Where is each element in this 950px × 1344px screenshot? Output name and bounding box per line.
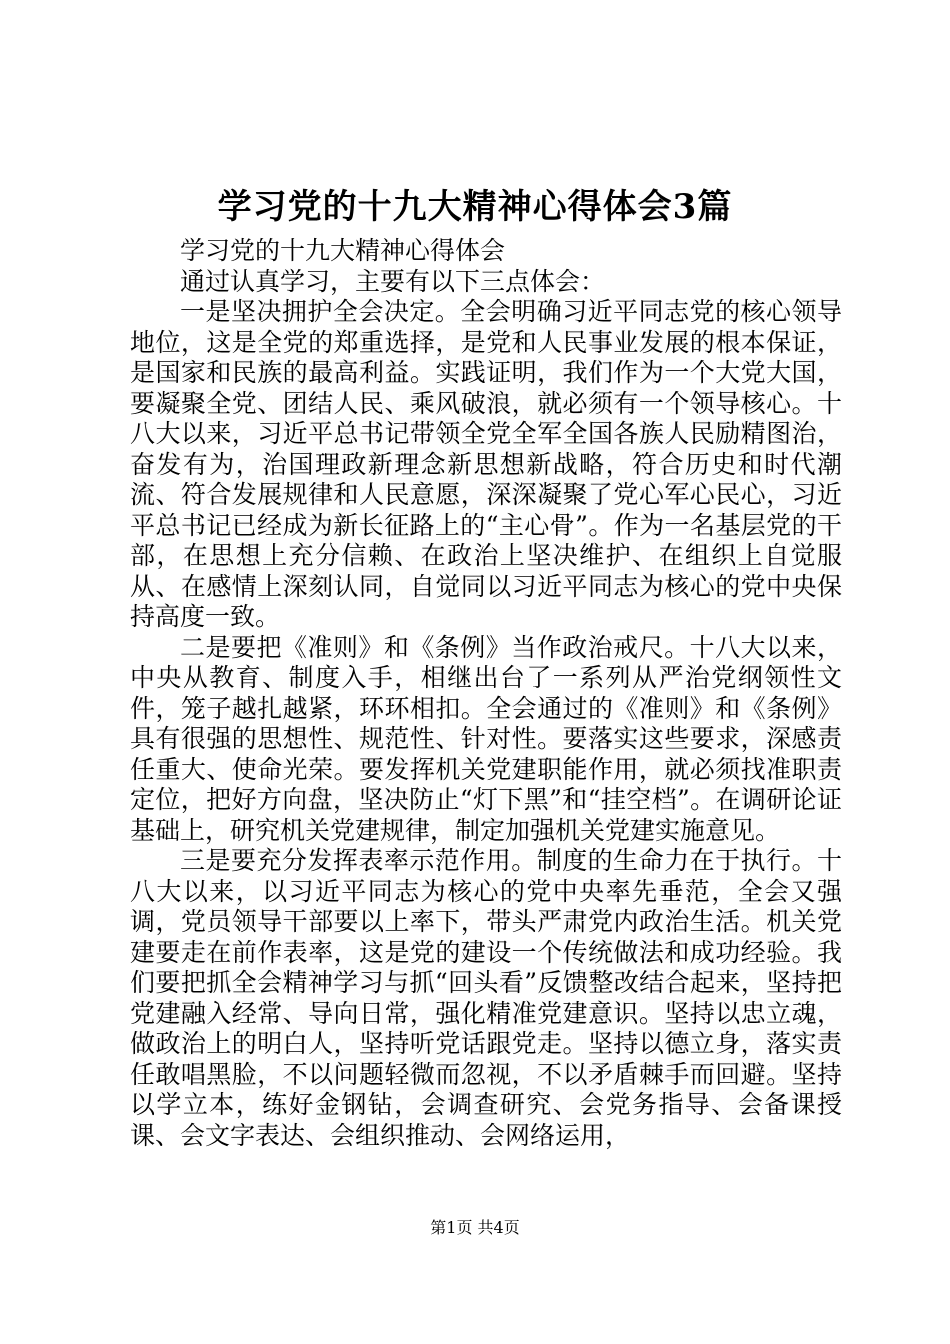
document-title: 学习党的十九大精神心得体会3篇 — [217, 187, 733, 227]
intro-paragraph: 通过认真学习，主要有以下三点体会： — [180, 266, 606, 296]
page-footer: 第1页 共4页 — [430, 1218, 520, 1237]
subtitle-paragraph: 学习党的十九大精神心得体会 — [180, 236, 506, 265]
body-paragraph-1: 一是坚决拥护全会决定。全会明确习近平同志党的核心领导地位，这是全党的郑重选择，是党和人民事业发展的根本保证，是国家和民族的最高利益。实践证明，我们作为一个大党大国，要凝聚全党、团结人民、乘风破浪，就必须有一个领导核心。十八大以来，习近平总书记带领全党全军全国各族人民励精图治，奋发有为，治国理政新理念新思想新战略，符合历史和时代潮流、符合发展规律和人民意愿，深深凝聚了党心军心民心，习近平总书记已经成为新长征路上的“主心骨”。作为一名基层党的干部，在思想上充分信赖、在政治上坚决维护、在组织上自觉服从、在感情上深刻认同，自觉同以习近平同志为核心的党中央保持高度一致。 — [130, 297, 842, 631]
body-paragraph-2: 二是要把《准则》和《条例》当作政治戒尺。十八大以来，中央从教育、制度入手，相继出台了一系列从严治党纲领性文件，笼子越扎越紧，环环相扣。全会通过的《准则》和《条例》具有很强的思想性、规范性、针对性。要落实这些要求，深感责任重大、使命光荣。要发挥机关党建职能作用，就必须找准职责定位，把好方向盘，坚决防止“灯下黑”和“挂空档”。在调研论证基础上，研究机关党建规律，制定加强机关党建实施意见。 — [130, 632, 842, 845]
document-body — [130, 236, 842, 1151]
body-paragraph-3: 三是要充分发挥表率示范作用。制度的生命力在于执行。十八大以来，以习近平同志为核心的党中央率先垂范，全会又强调，党员领导干部要以上率下，带头严肃党内政治生活。机关党建要走在前作表率，这是党的建设一个传统做法和成功经验。我们要把抓全会精神学习与抓“回头看”反馈整改结合起来，坚持把党建融入经常、导向日常，强化精准党建意识。坚持以忠立魂，做政治上的明白人，坚持听党话跟党走。坚持以德立身，落实责任敢唱黑脸，不以问题轻微而忽视，不以矛盾棘手而回避。坚持以学立本，练好金钢钻，会调查研究、会党务指导、会备课授课、会文字表达、会组织推动、会网络运用， — [130, 846, 842, 1150]
